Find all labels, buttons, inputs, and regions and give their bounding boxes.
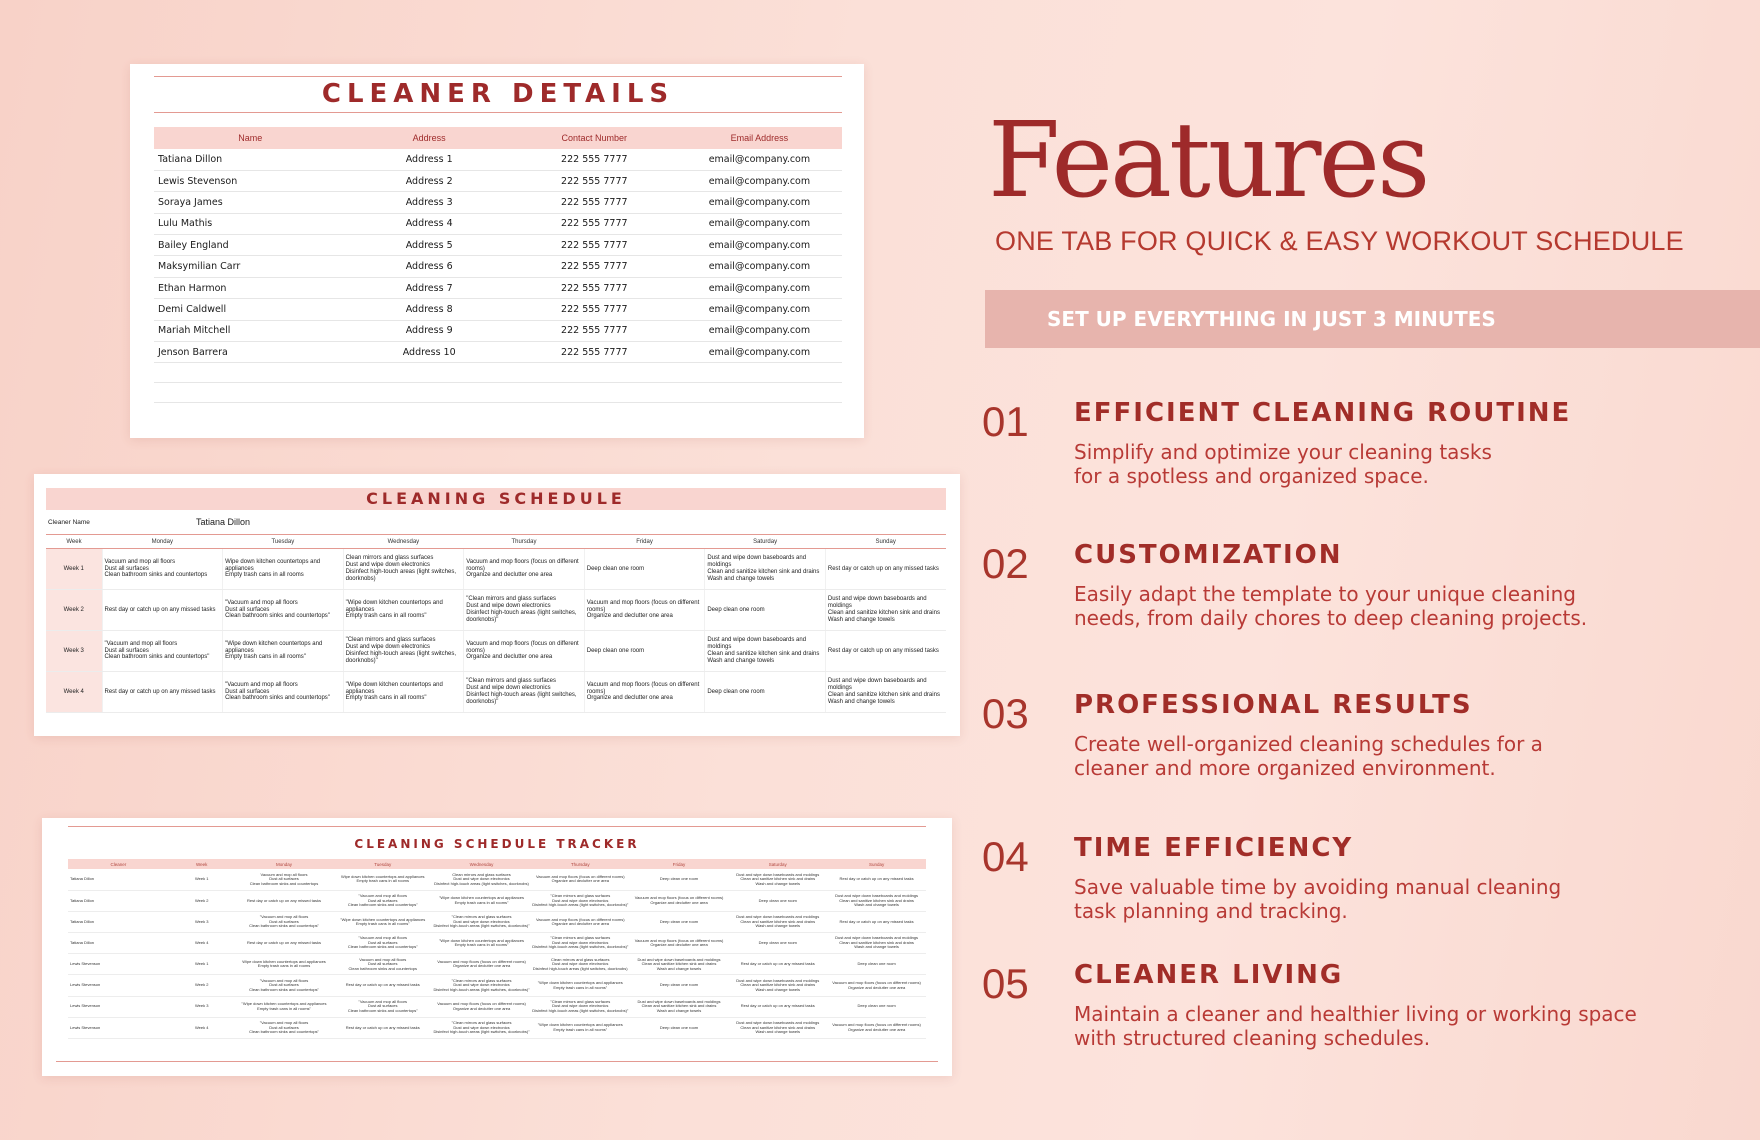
- table-row: [46, 549, 946, 590]
- task-cell: "Wipe down kitchen countertops and appliances Empty trash cans in all rooms": [343, 590, 464, 631]
- divider: [56, 1061, 938, 1062]
- divider: [154, 112, 842, 113]
- cleaner-name-cell: Tatiana Dillon: [154, 149, 347, 170]
- table-cell: Address 3: [347, 192, 512, 213]
- table-row: [154, 235, 842, 256]
- task-cell: Vacuum and mop floors (focus on different rooms) Organize and declutter one area: [432, 996, 531, 1017]
- task-cell: Dust and wipe down baseboards and moldings Clean and sanitize kitchen sink and drains Wash and change towels: [630, 954, 729, 975]
- table-row: [68, 911, 926, 932]
- task-cell: Dust and wipe down baseboards and moldings Clean and sanitize kitchen sink and drains Wash and change towels: [705, 549, 826, 590]
- column-header: Name: [154, 127, 347, 149]
- cleaner-cell: Lewis Stevenson: [68, 954, 169, 975]
- task-cell: "Vacuum and mop all floors Dust all surfaces Clean bathroom sinks and countertops": [235, 975, 334, 996]
- table-cell: email@company.com: [677, 235, 842, 256]
- feature-title: PROFESSIONAL RESULTS: [1074, 690, 1473, 720]
- table-row: [46, 631, 946, 672]
- task-cell: Deep clean one room: [705, 590, 826, 631]
- task-cell: Vacuum and mop floors (focus on different rooms) Organize and declutter one area: [432, 954, 531, 975]
- task-cell: Vacuum and mop all floors Dust all surfaces Clean bathroom sinks and countertops: [102, 549, 223, 590]
- task-cell: "Wipe down kitchen countertops and appliances Empty trash cans in all rooms": [235, 996, 334, 1017]
- task-cell: "Wipe down kitchen countertops and appliances Empty trash cans in all rooms": [531, 975, 630, 996]
- task-cell: Dust and wipe down baseboards and moldings Clean and sanitize kitchen sink and drains Wash and change towels: [728, 911, 827, 932]
- table-cell: Address 7: [347, 277, 512, 298]
- table-cell: Address 4: [347, 213, 512, 234]
- column-header: Tuesday: [223, 535, 344, 549]
- week-label: Week 3: [46, 631, 102, 672]
- table-cell: 222 555 7777: [512, 213, 677, 234]
- cleaner-name-value: Tatiana Dillon: [196, 517, 251, 527]
- column-header: Thursday: [531, 859, 630, 869]
- cleaner-name-cell: Soraya James: [154, 192, 347, 213]
- column-header: Email Address: [677, 127, 842, 149]
- table-cell: email@company.com: [677, 192, 842, 213]
- task-cell: "Vacuum and mop all floors Dust all surfaces Clean bathroom sinks and countertops": [333, 890, 432, 911]
- week-cell: Week 1: [169, 869, 235, 890]
- table-cell: 222 555 7777: [512, 235, 677, 256]
- task-cell: Deep clean one room: [705, 672, 826, 713]
- empty-row: [154, 363, 842, 383]
- task-cell: "Clean mirrors and glass surfaces Dust and wipe down electronics Disinfect high-touch areas (light switches, doorknobs)": [531, 996, 630, 1017]
- column-header: Saturday: [728, 859, 827, 869]
- task-cell: Deep clean one room: [827, 954, 926, 975]
- task-cell: Wipe down kitchen countertops and appliances Empty trash cans in all rooms: [333, 869, 432, 890]
- task-cell: "Clean mirrors and glass surfaces Dust and wipe down electronics Disinfect high-touch areas (light switches, doorknobs)": [432, 911, 531, 932]
- task-cell: Vacuum and mop floors (focus on different rooms) Organize and declutter one area: [630, 933, 729, 954]
- setup-banner: SET UP EVERYTHING IN JUST 3 MINUTES: [985, 290, 1760, 348]
- task-cell: Wipe down kitchen countertops and appliances Empty trash cans in all rooms: [235, 954, 334, 975]
- cleaner-name-cell: Mariah Mitchell: [154, 320, 347, 341]
- task-cell: Vacuum and mop all floors Dust all surfaces Clean bathroom sinks and countertops: [333, 954, 432, 975]
- table-row: [154, 256, 842, 277]
- task-cell: Rest day or catch up on any missed tasks: [333, 1017, 432, 1038]
- cleaner-cell: Tatiana Dillon: [68, 911, 169, 932]
- cleaner-name-cell: Jenson Barrera: [154, 342, 347, 363]
- task-cell: Deep clean one room: [630, 1017, 729, 1038]
- task-cell: Clean mirrors and glass surfaces Dust and wipe down electronics Disinfect high-touch areas (light switches, doorknobs): [343, 549, 464, 590]
- cleaner-cell: Tatiana Dillon: [68, 890, 169, 911]
- table-cell: email@company.com: [677, 256, 842, 277]
- table-row: [68, 996, 926, 1017]
- task-cell: "Clean mirrors and glass surfaces Dust and wipe down electronics Disinfect high-touch areas (light switches, doorknobs)": [531, 890, 630, 911]
- table-row: [154, 192, 842, 213]
- task-cell: Rest day or catch up on any missed tasks: [102, 672, 223, 713]
- task-cell: Deep clean one room: [630, 869, 729, 890]
- feature-title: CUSTOMIZATION: [1074, 540, 1343, 570]
- table-cell: 222 555 7777: [512, 299, 677, 320]
- task-cell: Dust and wipe down baseboards and moldings Clean and sanitize kitchen sink and drains Wash and change towels: [728, 975, 827, 996]
- column-header: Wednesday: [343, 535, 464, 549]
- task-cell: Rest day or catch up on any missed tasks: [235, 933, 334, 954]
- task-cell: Rest day or catch up on any missed tasks: [333, 975, 432, 996]
- task-cell: Dust and wipe down baseboards and moldings Clean and sanitize kitchen sink and drains Wash and change towels: [705, 631, 826, 672]
- table-header-row: [46, 535, 946, 549]
- feature-description: Simplify and optimize your cleaning tasks for a spotless and organized space.: [1074, 440, 1492, 488]
- task-cell: Rest day or catch up on any missed tasks: [235, 890, 334, 911]
- week-cell: Week 4: [169, 933, 235, 954]
- column-header: Sunday: [825, 535, 946, 549]
- cleaning-schedule-sheet: [34, 474, 960, 736]
- table-cell: Address 1: [347, 149, 512, 170]
- table-cell: Address 2: [347, 170, 512, 191]
- table-cell: 222 555 7777: [512, 192, 677, 213]
- task-cell: Deep clean one room: [584, 631, 705, 672]
- feature-title: CLEANER LIVING: [1074, 960, 1344, 990]
- column-header: Contact Number: [512, 127, 677, 149]
- week-label: Week 2: [46, 590, 102, 631]
- task-cell: Dust and wipe down baseboards and moldings Clean and sanitize kitchen sink and drains Wash and change towels: [728, 869, 827, 890]
- feature-number: 05: [982, 960, 1029, 1007]
- table-cell: 222 555 7777: [512, 342, 677, 363]
- cleaner-name-label: Cleaner Name: [48, 518, 90, 526]
- task-cell: "Wipe down kitchen countertops and appliances Empty trash cans in all rooms": [333, 911, 432, 932]
- column-header: Wednesday: [432, 859, 531, 869]
- table-cell: email@company.com: [677, 320, 842, 341]
- task-cell: "Clean mirrors and glass surfaces Dust and wipe down electronics Disinfect high-touch areas (light switches, doorknobs)": [464, 672, 585, 713]
- task-cell: "Wipe down kitchen countertops and appliances Empty trash cans in all rooms": [432, 933, 531, 954]
- empty-cell: [512, 383, 677, 403]
- task-cell: "Wipe down kitchen countertops and appliances Empty trash cans in all rooms": [343, 672, 464, 713]
- task-cell: "Wipe down kitchen countertops and appliances Empty trash cans in all rooms": [223, 631, 344, 672]
- tracker-title: CLEANING SCHEDULE TRACKER: [354, 837, 640, 851]
- table-cell: Address 10: [347, 342, 512, 363]
- column-header: Tuesday: [333, 859, 432, 869]
- table-cell: Address 8: [347, 299, 512, 320]
- task-cell: Deep clean one room: [728, 933, 827, 954]
- task-cell: Dust and wipe down baseboards and moldings Clean and sanitize kitchen sink and drains Wash and change towels: [827, 890, 926, 911]
- cleaner-cell: Lewis Stevenson: [68, 996, 169, 1017]
- empty-cell: [347, 383, 512, 403]
- table-cell: 222 555 7777: [512, 277, 677, 298]
- column-header: Thursday: [464, 535, 585, 549]
- task-cell: Dust and wipe down baseboards and moldings Clean and sanitize kitchen sink and drains Wash and change towels: [825, 590, 946, 631]
- table-cell: email@company.com: [677, 213, 842, 234]
- feature-description: Maintain a cleaner and healthier living or working space with structured cleaning schedules.: [1074, 1002, 1637, 1050]
- cleaning-schedule-table: [46, 534, 946, 713]
- task-cell: "Vacuum and mop all floors Dust all surfaces Clean bathroom sinks and countertops": [235, 911, 334, 932]
- task-cell: Deep clean one room: [584, 549, 705, 590]
- task-cell: "Vacuum and mop all floors Dust all surfaces Clean bathroom sinks and countertops": [223, 590, 344, 631]
- week-label: Week 1: [46, 549, 102, 590]
- task-cell: Vacuum and mop floors (focus on different rooms) Organize and declutter one area: [827, 1017, 926, 1038]
- task-cell: "Vacuum and mop all floors Dust all surfaces Clean bathroom sinks and countertops": [223, 672, 344, 713]
- task-cell: Vacuum and mop floors (focus on different rooms) Organize and declutter one area: [464, 631, 585, 672]
- table-cell: Address 6: [347, 256, 512, 277]
- cleaning-schedule-title: CLEANING SCHEDULE: [46, 488, 946, 510]
- cleaner-name-cell: Bailey England: [154, 235, 347, 256]
- task-cell: "Vacuum and mop all floors Dust all surfaces Clean bathroom sinks and countertops": [333, 933, 432, 954]
- table-header-row: [154, 127, 842, 149]
- table-cell: email@company.com: [677, 277, 842, 298]
- table-row: [68, 933, 926, 954]
- table-row: [154, 170, 842, 191]
- table-row: [154, 213, 842, 234]
- table-row: [46, 672, 946, 713]
- task-cell: Dust and wipe down baseboards and moldings Clean and sanitize kitchen sink and drains Wash and change towels: [827, 933, 926, 954]
- cleaner-name-cell: Lewis Stevenson: [154, 170, 347, 191]
- feature-title: EFFICIENT CLEANING ROUTINE: [1074, 398, 1572, 428]
- week-cell: Week 3: [169, 996, 235, 1017]
- empty-cell: [154, 383, 347, 403]
- task-cell: Deep clean one room: [630, 975, 729, 996]
- column-header: Address: [347, 127, 512, 149]
- task-cell: "Vacuum and mop all floors Dust all surfaces Clean bathroom sinks and countertops": [333, 996, 432, 1017]
- table-row: [68, 954, 926, 975]
- task-cell: "Vacuum and mop all floors Dust all surfaces Clean bathroom sinks and countertops": [235, 1017, 334, 1038]
- feature-title: TIME EFFICIENCY: [1074, 833, 1354, 863]
- empty-row: [154, 383, 842, 403]
- task-cell: Rest day or catch up on any missed tasks: [827, 911, 926, 932]
- week-cell: Week 2: [169, 975, 235, 996]
- task-cell: "Wipe down kitchen countertops and appliances Empty trash cans in all rooms": [531, 1017, 630, 1038]
- task-cell: Deep clean one room: [827, 996, 926, 1017]
- empty-cell: [677, 363, 842, 383]
- task-cell: Vacuum and mop floors (focus on different rooms) Organize and declutter one area: [531, 869, 630, 890]
- task-cell: Dust and wipe down baseboards and moldings Clean and sanitize kitchen sink and drains Wash and change towels: [728, 1017, 827, 1038]
- column-header: Monday: [235, 859, 334, 869]
- table-row: [154, 342, 842, 363]
- cleaner-name-cell: Lulu Mathis: [154, 213, 347, 234]
- feature-number: 01: [982, 398, 1029, 445]
- task-cell: Rest day or catch up on any missed tasks: [825, 549, 946, 590]
- task-cell: Rest day or catch up on any missed tasks: [825, 631, 946, 672]
- task-cell: Deep clean one room: [728, 890, 827, 911]
- empty-cell: [677, 383, 842, 403]
- task-cell: Rest day or catch up on any missed tasks: [827, 869, 926, 890]
- table-cell: Address 9: [347, 320, 512, 341]
- task-cell: Dust and wipe down baseboards and moldings Clean and sanitize kitchen sink and drains Wash and change towels: [630, 996, 729, 1017]
- task-cell: "Clean mirrors and glass surfaces Dust and wipe down electronics Disinfect high-touch areas (light switches, doorknobs)": [432, 1017, 531, 1038]
- table-cell: 222 555 7777: [512, 170, 677, 191]
- week-cell: Week 2: [169, 890, 235, 911]
- task-cell: Wipe down kitchen countertops and appliances Empty trash cans in all rooms: [223, 549, 344, 590]
- task-cell: "Clean mirrors and glass surfaces Dust and wipe down electronics Disinfect high-touch areas (light switches, doorknobs)": [432, 975, 531, 996]
- cleaner-cell: Lewis Stevenson: [68, 975, 169, 996]
- task-cell: Rest day or catch up on any missed tasks: [728, 996, 827, 1017]
- cleaner-cell: Lewis Stevenson: [68, 1017, 169, 1038]
- cleaner-details-title: CLEANER DETAILS: [321, 79, 675, 109]
- task-cell: Clean mirrors and glass surfaces Dust and wipe down electronics Disinfect high-touch areas (light switches, doorknobs): [432, 869, 531, 890]
- column-header: Sunday: [827, 859, 926, 869]
- task-cell: Vacuum and mop floors (focus on different rooms) Organize and declutter one area: [584, 590, 705, 631]
- task-cell: "Wipe down kitchen countertops and appliances Empty trash cans in all rooms": [432, 890, 531, 911]
- column-header: Friday: [630, 859, 729, 869]
- cleaner-cell: Tatiana Dillon: [68, 869, 169, 890]
- task-cell: Vacuum and mop floors (focus on different rooms) Organize and declutter one area: [584, 672, 705, 713]
- task-cell: "Clean mirrors and glass surfaces Dust and wipe down electronics Disinfect high-touch areas (light switches, doorknobs)": [464, 590, 585, 631]
- cleaner-details-table: [154, 127, 842, 403]
- table-row: [154, 320, 842, 341]
- table-cell: email@company.com: [677, 149, 842, 170]
- feature-description: Create well-organized cleaning schedules for a cleaner and more organized environment.: [1074, 732, 1543, 780]
- cleaner-cell: Tatiana Dillon: [68, 933, 169, 954]
- features-subtitle: ONE TAB FOR QUICK & EASY WORKOUT SCHEDULE: [995, 226, 1684, 256]
- task-cell: "Clean mirrors and glass surfaces Dust and wipe down electronics Disinfect high-touch areas (light switches, doorknobs)": [343, 631, 464, 672]
- table-cell: email@company.com: [677, 170, 842, 191]
- table-row: [68, 890, 926, 911]
- task-cell: Vacuum and mop all floors Dust all surfaces Clean bathroom sinks and countertops: [235, 869, 334, 890]
- table-row: [46, 590, 946, 631]
- week-label: Week 4: [46, 672, 102, 713]
- empty-cell: [347, 363, 512, 383]
- table-row: [68, 869, 926, 890]
- task-cell: Clean mirrors and glass surfaces Dust and wipe down electronics Disinfect high-touch areas (light switches, doorknobs): [531, 954, 630, 975]
- task-cell: Vacuum and mop floors (focus on different rooms) Organize and declutter one area: [464, 549, 585, 590]
- table-cell: email@company.com: [677, 299, 842, 320]
- table-row: [154, 277, 842, 298]
- column-header: Week: [169, 859, 235, 869]
- table-row: [68, 1017, 926, 1038]
- feature-description: Easily adapt the template to your unique cleaning needs, from daily chores to deep cleaning projects.: [1074, 582, 1588, 630]
- table-row: [154, 299, 842, 320]
- table-row: [154, 149, 842, 170]
- feature-description: Save valuable time by avoiding manual cleaning task planning and tracking.: [1074, 875, 1562, 923]
- cleaner-details-sheet: [130, 64, 864, 438]
- task-cell: Dust and wipe down baseboards and moldings Clean and sanitize kitchen sink and drains Wash and change towels: [825, 672, 946, 713]
- empty-cell: [512, 363, 677, 383]
- column-header: Week: [46, 535, 102, 549]
- feature-number: 03: [982, 690, 1029, 737]
- cleaner-name-cell: Demi Caldwell: [154, 299, 347, 320]
- cleaner-name-row: [46, 510, 946, 534]
- table-cell: Address 5: [347, 235, 512, 256]
- column-header: Monday: [102, 535, 223, 549]
- task-cell: "Clean mirrors and glass surfaces Dust and wipe down electronics Disinfect high-touch areas (light switches, doorknobs)": [531, 933, 630, 954]
- table-cell: 222 555 7777: [512, 320, 677, 341]
- features-title: Features: [988, 99, 1428, 221]
- feature-number: 04: [982, 833, 1029, 880]
- empty-cell: [154, 363, 347, 383]
- tracker-table: [68, 859, 926, 1039]
- cleaner-name-cell: Maksymilian Carr: [154, 256, 347, 277]
- table-header-row: [68, 859, 926, 869]
- table-cell: 222 555 7777: [512, 256, 677, 277]
- week-cell: Week 4: [169, 1017, 235, 1038]
- task-cell: Vacuum and mop floors (focus on different rooms) Organize and declutter one area: [531, 911, 630, 932]
- task-cell: "Vacuum and mop all floors Dust all surfaces Clean bathroom sinks and countertops": [102, 631, 223, 672]
- column-header: Saturday: [705, 535, 826, 549]
- cleaner-name-cell: Ethan Harmon: [154, 277, 347, 298]
- task-cell: Vacuum and mop floors (focus on different rooms) Organize and declutter one area: [827, 975, 926, 996]
- task-cell: Rest day or catch up on any missed tasks: [728, 954, 827, 975]
- table-row: [68, 975, 926, 996]
- feature-number: 02: [982, 540, 1029, 587]
- task-cell: Vacuum and mop floors (focus on different rooms) Organize and declutter one area: [630, 890, 729, 911]
- column-header: Cleaner: [68, 859, 169, 869]
- week-cell: Week 1: [169, 954, 235, 975]
- table-cell: email@company.com: [677, 342, 842, 363]
- cleaning-schedule-tracker-sheet: [42, 818, 952, 1076]
- task-cell: Rest day or catch up on any missed tasks: [102, 590, 223, 631]
- table-cell: 222 555 7777: [512, 149, 677, 170]
- task-cell: Deep clean one room: [630, 911, 729, 932]
- column-header: Friday: [584, 535, 705, 549]
- week-cell: Week 3: [169, 911, 235, 932]
